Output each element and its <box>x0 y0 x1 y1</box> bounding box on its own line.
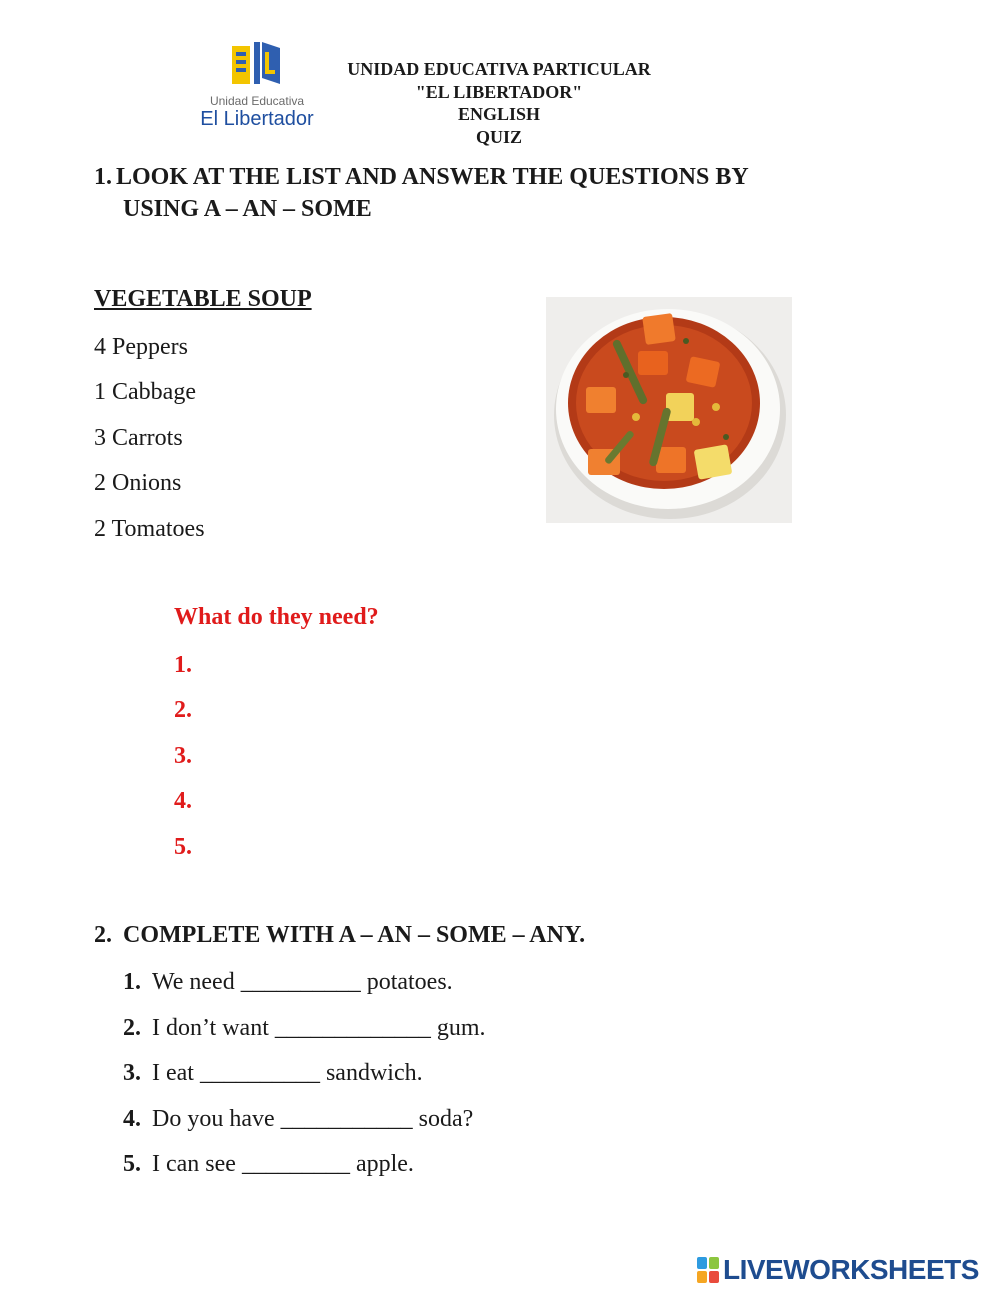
sentence-number: 3. <box>123 1060 141 1086</box>
list-title: VEGETABLE SOUP <box>94 286 312 312</box>
ingredient-item: 2 Tomatoes <box>94 515 205 542</box>
sentence-text: I can see _________ apple. <box>152 1151 414 1177</box>
sentence-item <box>123 1149 486 1195</box>
school-name-line2: "EL LIBERTADOR" <box>415 81 583 102</box>
answer-list <box>174 650 192 877</box>
sentence-number: 4. <box>123 1105 141 1132</box>
ingredient-list <box>94 332 205 559</box>
school-header <box>300 58 698 148</box>
ingredient-item: 3 Carrots <box>94 424 183 451</box>
logo-text-line1: Unidad Educativa <box>209 94 305 108</box>
ingredient-item: 4 Peppers <box>94 334 188 360</box>
section1-number: 1. <box>94 164 112 190</box>
sentence-list <box>123 967 486 1195</box>
liveworksheets-logo-icon <box>697 1257 721 1283</box>
sentence-text: We need __________ potatoes. <box>152 969 453 995</box>
subject-label: ENGLISH <box>457 104 541 124</box>
sentence-item <box>123 1013 486 1059</box>
sentence-text: I don’t want _____________ gum. <box>152 1014 486 1041</box>
question-text: What do they need? <box>174 604 379 630</box>
section2-title: COMPLETE WITH A – AN – SOME – ANY. <box>123 922 586 948</box>
section2-number: 2. <box>94 922 112 948</box>
section1-title-line2: USING A – AN – SOME <box>123 196 372 222</box>
answer-number: 3. <box>174 742 192 769</box>
ingredient-item: 1 Cabbage <box>94 379 196 406</box>
document-type: QUIZ <box>475 126 522 147</box>
answer-number: 2. <box>174 697 192 724</box>
answer-number: 5. <box>174 833 192 860</box>
brand-name: LIVEWORKSHEETS <box>723 1254 979 1285</box>
sentence-number: 2. <box>123 1014 141 1041</box>
answer-number: 4. <box>174 788 192 815</box>
sentence-item <box>123 967 486 1013</box>
ingredient-item: 2 Onions <box>94 470 182 497</box>
section1-title-line1: LOOK AT THE LIST AND ANSWER THE QUESTIONS BY <box>116 164 749 190</box>
sentence-number: 5. <box>123 1151 141 1177</box>
school-name-line1: UNIDAD EDUCATIVA PARTICULAR <box>347 59 651 79</box>
sentence-number: 1. <box>123 969 141 995</box>
sentence-item <box>123 1104 486 1150</box>
answer-number: 1. <box>174 652 192 678</box>
logo-text-line2: El Libertador <box>200 108 314 130</box>
sentence-text: I eat __________ sandwich. <box>152 1060 423 1086</box>
sentence-item <box>123 1058 486 1104</box>
liveworksheets-brand[interactable] <box>697 1253 997 1287</box>
sentence-text: Do you have ___________ soda? <box>152 1105 474 1132</box>
soup-photo <box>546 297 792 523</box>
